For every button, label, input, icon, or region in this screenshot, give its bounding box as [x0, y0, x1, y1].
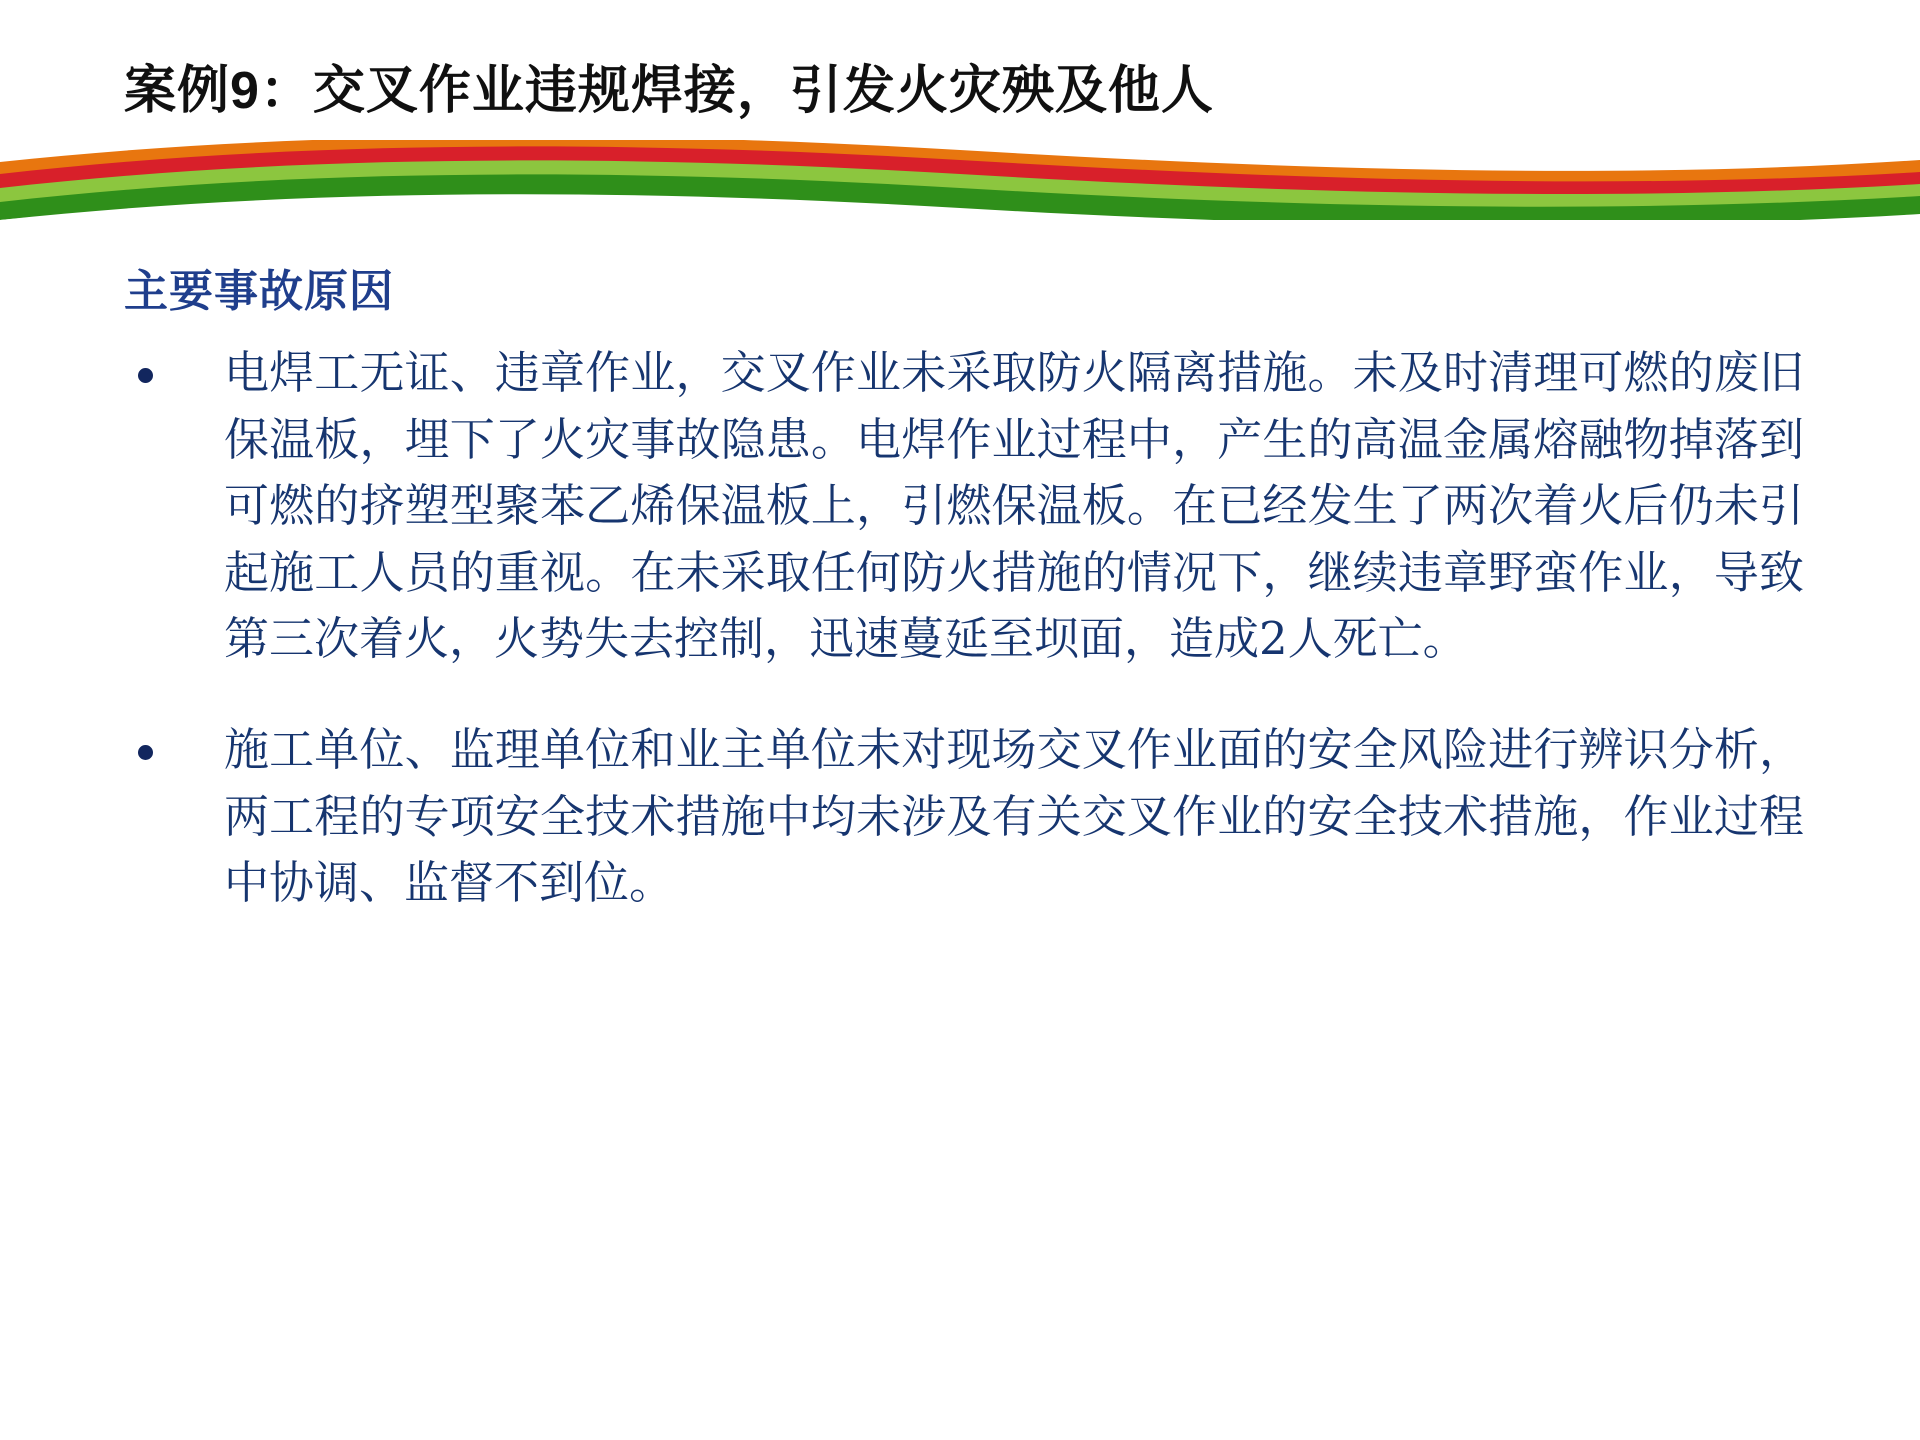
decorative-swoosh-band [0, 140, 1920, 220]
list-item-text: 施工单位、监理单位和业主单位未对现场交叉作业面的安全风险进行辨识分析，两工程的专项安全技术措施中均未涉及有关交叉作业的安全技术措施，作业过程中协调、监督不到位。 [224, 722, 1804, 910]
bullet-dot-icon [138, 745, 153, 760]
swoosh-graphic [0, 140, 1920, 220]
list-item [124, 340, 1804, 673]
list-item [124, 717, 1804, 917]
section-heading: 主要事故原因 [124, 267, 394, 316]
list-item-text: 电焊工无证、违章作业，交叉作业未采取防火隔离措施。未及时清理可燃的废旧保温板，埋下了火灾事故隐患。电焊作业过程中，产生的高温金属熔融物掉落到可燃的挤塑型聚苯乙烯保温板上，引燃保温板。在已经发生了两次着火后仍未引起施工人员的重视。在未采取任何防火措施的情况下，继续违章野蛮作业，导致第三次着火，火势失去控制，迅速蔓延至坝面，造成2人死亡。 [224, 346, 1804, 666]
page-title: 案例9：交叉作业违规焊接，引发火灾殃及他人 [124, 62, 1214, 120]
title-area [0, 0, 1920, 160]
bullet-list [124, 340, 1804, 961]
bullet-dot-icon [138, 368, 153, 383]
